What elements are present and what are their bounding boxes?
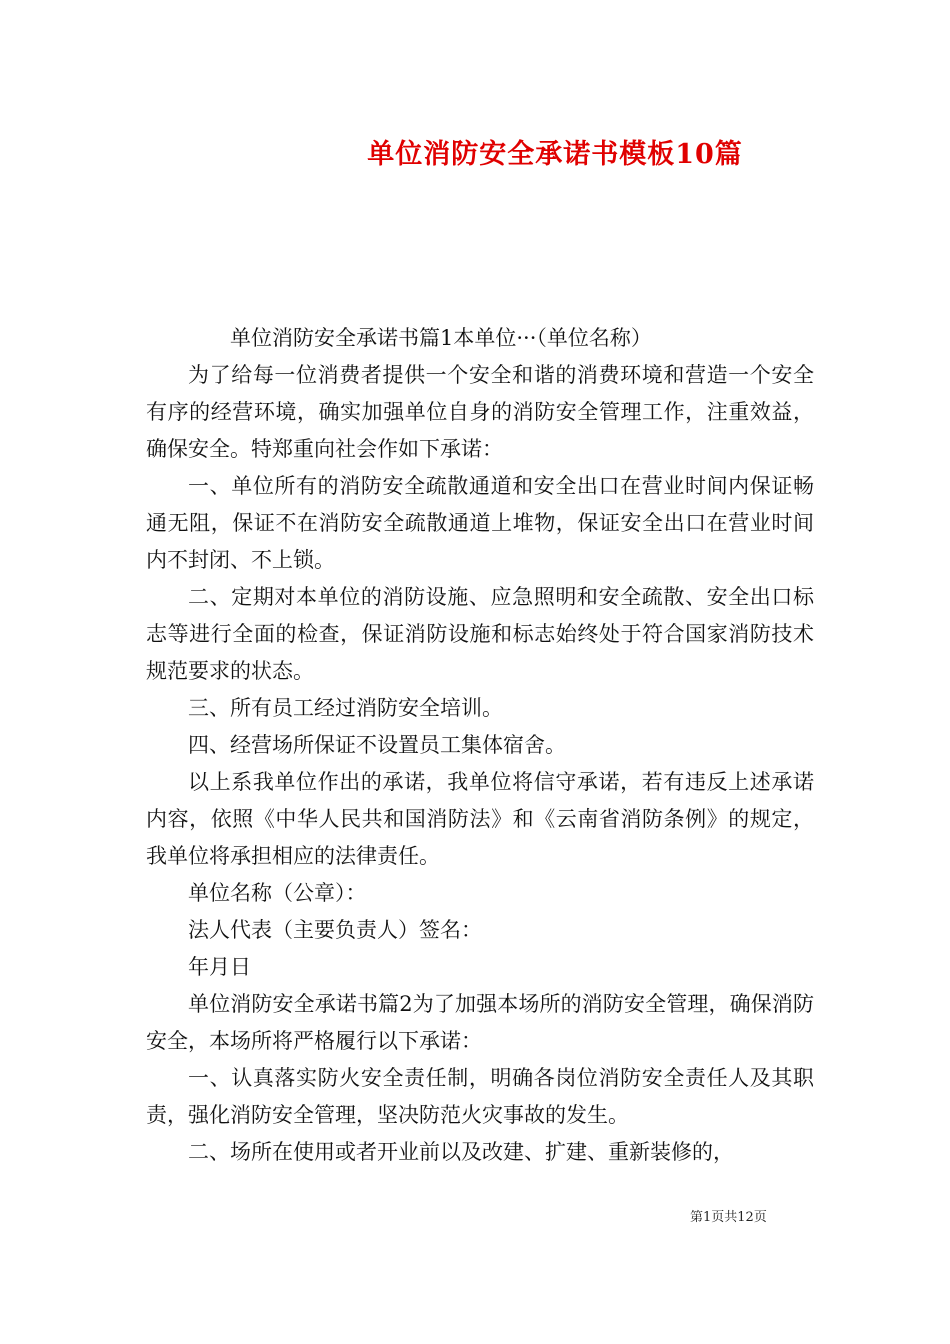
paragraph-13: 二、场所在使用或者开业前以及改建、扩建、重新装修的， bbox=[188, 1140, 734, 1164]
page-footer: 第1页共12页 bbox=[690, 1210, 767, 1225]
paragraph-2: 为了给每一位消费者提供一个安全和谐的消费环境和营造一个安全有序的经营环境，确实加强单位自身的消防安全管理工作，注重效益，确保安全。特郑重向社会作如下承诺： bbox=[146, 363, 814, 461]
paragraph-8: 单位名称（公章）： bbox=[188, 881, 367, 905]
paragraph-7: 以上系我单位作出的承诺，我单位将信守承诺，若有违反上述承诺内容，依照《中华人民共和国消防法》和《云南省消防条例》的规定，我单位将承担相应的法律责任。 bbox=[146, 770, 814, 868]
paragraph-9: 法人代表（主要负责人）签名： bbox=[188, 918, 482, 942]
document-title: 单位消防安全承诺书模板10篇 bbox=[367, 139, 743, 170]
paragraph-1: 单位消防安全承诺书篇1本单位···（单位名称） bbox=[230, 326, 652, 350]
document-body bbox=[146, 320, 814, 1171]
paragraph-12: 一、认真落实防火安全责任制，明确各岗位消防安全责任人及其职责，强化消防安全管理，坚决防范火灾事故的发生。 bbox=[146, 1066, 814, 1127]
paragraph-11: 单位消防安全承诺书篇2为了加强本场所的消防安全管理，确保消防安全，本场所将严格履行以下承诺： bbox=[146, 992, 814, 1053]
paragraph-10: 年月日 bbox=[188, 955, 251, 979]
paragraph-4: 二、定期对本单位的消防设施、应急照明和安全疏散、安全出口标志等进行全面的检查，保证消防设施和标志始终处于符合国家消防技术规范要求的状态。 bbox=[146, 585, 814, 683]
paragraph-5: 三、所有员工经过消防安全培训。 bbox=[188, 696, 503, 720]
paragraph-3: 一、单位所有的消防安全疏散通道和安全出口在营业时间内保证畅通无阻，保证不在消防安全疏散通道上堆物，保证安全出口在营业时间内不封闭、不上锁。 bbox=[146, 474, 814, 572]
paragraph-6: 四、经营场所保证不设置员工集体宿舍。 bbox=[188, 733, 566, 757]
